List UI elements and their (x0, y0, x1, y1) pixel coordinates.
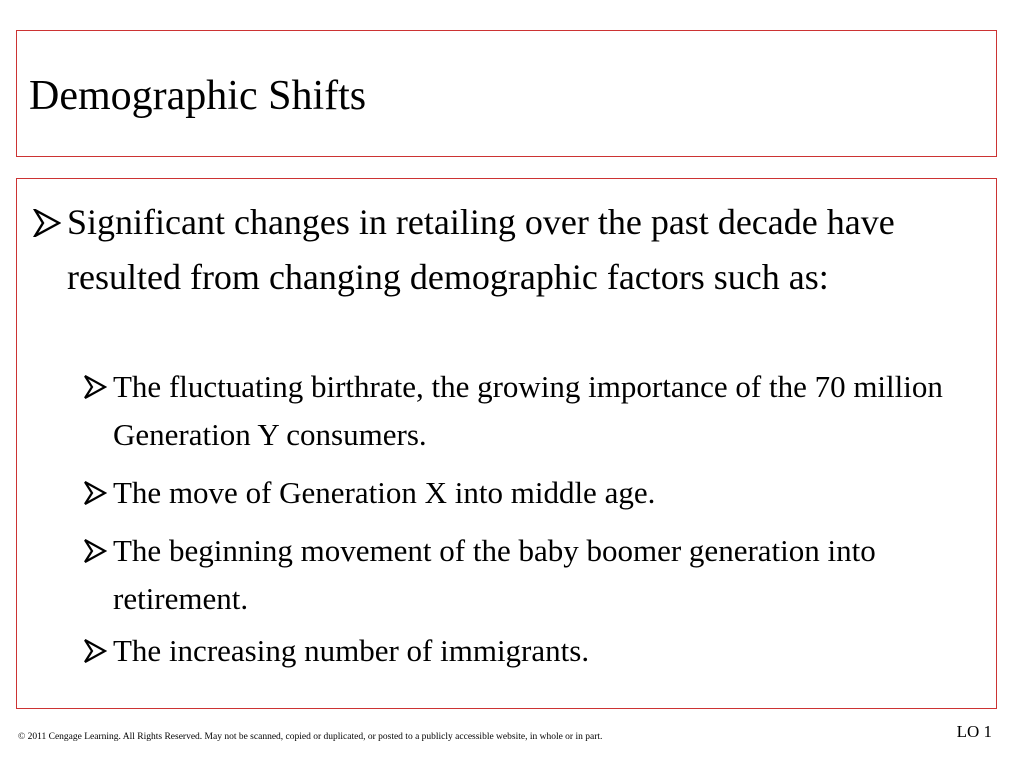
slide-title: Demographic Shifts (29, 73, 367, 119)
arrow-bullet-icon (81, 627, 113, 675)
sub-bullet (81, 627, 981, 675)
arrow-bullet-icon (81, 469, 113, 517)
sub-bullet-text: The fluctuating birthrate, the growing importance of the 70 million Generation Y consumers. (113, 369, 943, 452)
sub-bullet-text: The move of Generation X into middle age. (113, 475, 656, 510)
main-bullet (31, 195, 981, 305)
copyright-notice: © 2011 Cengage Learning. All Rights Reserved. May not be scanned, copied or duplicated, or posted to a publicly accessible website, in whole or in part. (18, 732, 603, 742)
learning-objective-label: LO 1 (956, 722, 992, 741)
content-frame (16, 178, 997, 709)
sub-bullet-text: The beginning movement of the baby boomer generation into retirement. (113, 533, 876, 616)
main-bullet-text: Significant changes in retailing over the past decade have resulted from changing demographic factors such as: (67, 202, 895, 297)
sub-bullet (81, 469, 981, 517)
sub-bullet (81, 363, 981, 459)
title-frame (16, 30, 997, 157)
arrow-bullet-icon (81, 527, 113, 575)
arrow-bullet-icon (81, 363, 113, 411)
arrow-bullet-icon (31, 195, 67, 250)
sub-bullet-text: The increasing number of immigrants. (113, 633, 590, 668)
sub-bullet (81, 527, 981, 623)
